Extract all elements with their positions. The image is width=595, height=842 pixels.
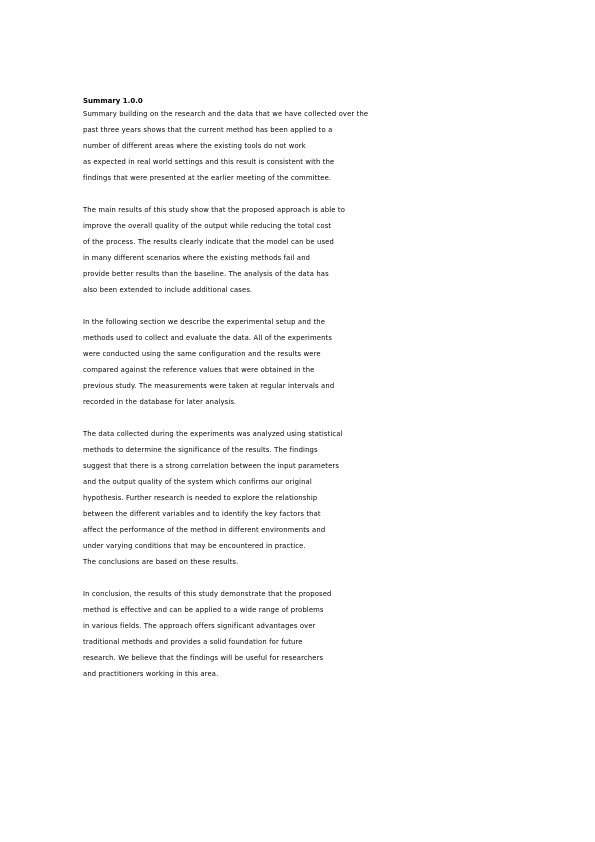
text-line: in many different scenarios where the existing methods fail and: [83, 254, 311, 262]
text-line: The data collected during the experiments was analyzed using statistical: [83, 430, 343, 438]
text-line: recorded in the database for later analysis.: [83, 398, 237, 406]
text-line: under varying conditions that may be encountered in practice.: [83, 542, 306, 550]
paragraph-3: [83, 317, 513, 407]
text-line: as expected in real world settings and this result is consistent with the: [83, 158, 335, 166]
text-line: Summary building on the research and the data that we have collected over the: [83, 110, 369, 118]
text-line: method is effective and can be applied to a wide range of problems: [83, 606, 324, 614]
text-line: research. We believe that the findings will be useful for researchers: [83, 654, 324, 662]
text-line: affect the performance of the method in different environments and: [83, 526, 326, 534]
text-line: number of different areas where the existing tools do not work: [83, 142, 306, 150]
text-line: methods to determine the significance of the results. The findings: [83, 446, 318, 454]
document-body: [83, 96, 513, 701]
paragraph-1: [83, 109, 513, 183]
paragraph-2: [83, 205, 513, 295]
text-line: findings that were presented at the earlier meeting of the committee.: [83, 174, 332, 182]
paragraph-5: [83, 589, 513, 679]
text-line: were conducted using the same configuration and the results were: [83, 350, 321, 358]
text-line: The conclusions are based on these results.: [83, 558, 239, 566]
text-line: In conclusion, the results of this study demonstrate that the proposed: [83, 590, 332, 598]
text-line: previous study. The measurements were taken at regular intervals and: [83, 382, 335, 390]
text-line: suggest that there is a strong correlation between the input parameters: [83, 462, 340, 470]
text-line: traditional methods and provides a solid foundation for future: [83, 638, 303, 646]
text-line: compared against the reference values that were obtained in the: [83, 366, 315, 374]
text-line: also been extended to include additional cases.: [83, 286, 253, 294]
text-line: In the following section we describe the experimental setup and the: [83, 318, 326, 326]
document-heading: Summary 1.0.0: [83, 97, 143, 105]
text-line: and practitioners working in this area.: [83, 670, 219, 678]
text-line: hypothesis. Further research is needed to explore the relationship: [83, 494, 318, 502]
text-line: of the process. The results clearly indicate that the model can be used: [83, 238, 334, 246]
text-line: improve the overall quality of the output while reducing the total cost: [83, 222, 332, 230]
text-line: and the output quality of the system which confirms our original: [83, 478, 312, 486]
text-line: in various fields. The approach offers significant advantages over: [83, 622, 316, 630]
text-line: The main results of this study show that the proposed approach is able to: [83, 206, 345, 214]
text-line: between the different variables and to identify the key factors that: [83, 510, 321, 518]
text-line: methods used to collect and evaluate the data. All of the experiments: [83, 334, 333, 342]
text-line: past three years shows that the current method has been applied to a: [83, 126, 333, 134]
paragraph-4: [83, 429, 513, 567]
text-line: provide better results than the baseline. The analysis of the data has: [83, 270, 329, 278]
